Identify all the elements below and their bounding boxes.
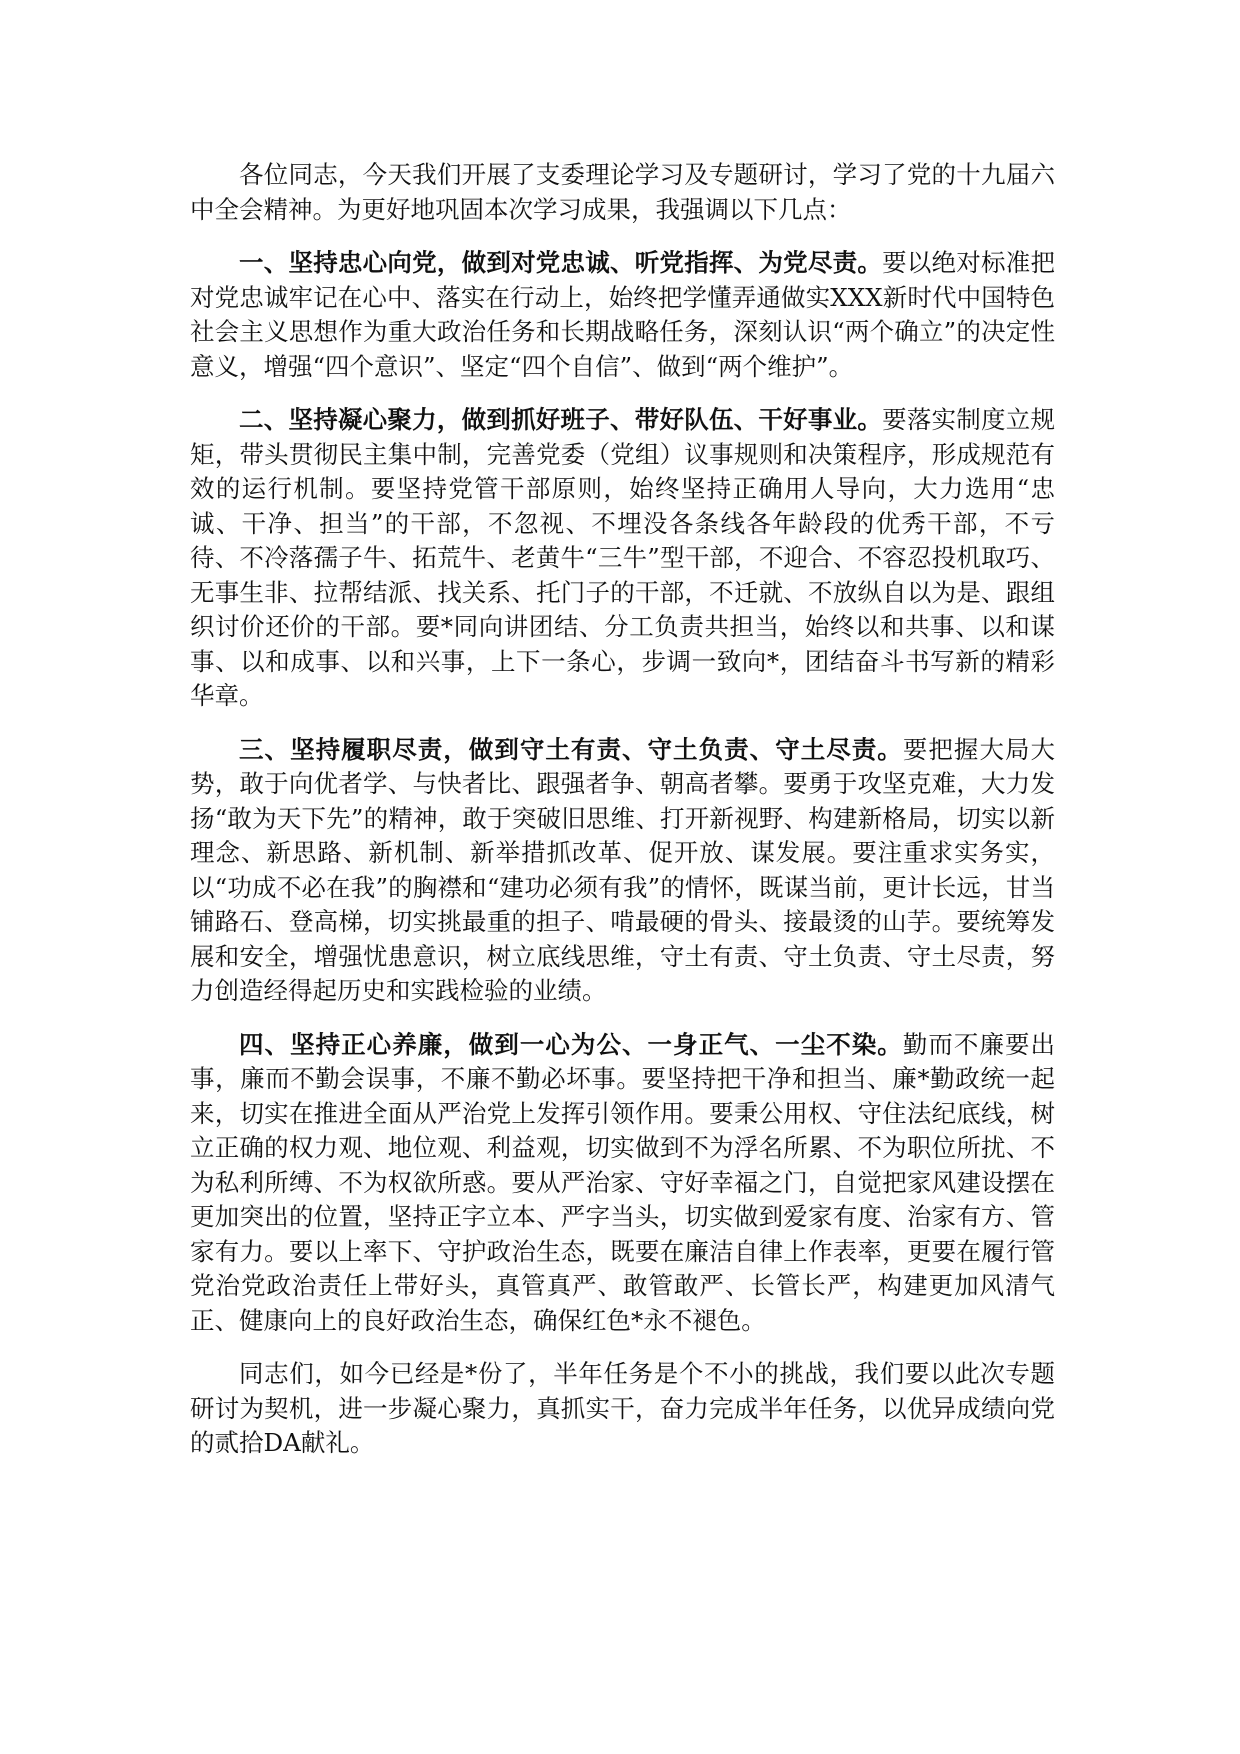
opening-paragraph: 各位同志，今天我们开展了支委理论学习及专题研讨，学习了党的十九届六中全会精神。为更好地巩固本次学习成果，我强调以下几点：	[190, 160, 1055, 224]
point-4-body: 勤而不廉要出事，廉而不勤会误事，不廉不勤必坏事。要坚持把干净和担当、廉*勤政统一起来，切实在推进全面从严治党上发挥引领作用。要秉公用权、守住法纪底线，树立正确的权力观、地位观、利益观，切实做到不为浮名所累、不为职位所扰、不为私利所缚、不为权欲所惑。要从严治家、守好幸福之门，自觉把家风建设摆在更加突出的位置，坚持正字立本、严字当头，切实做到爱家有度、治家有方、管家有力。要以上率下、守护政治生态，既要在廉洁自律上作表率，更要在履行管党治党政治责任上带好头，真管真严、敢管敢严、长管长严，构建更加风清气正、健康向上的良好政治生态，确保红色*永不褪色。	[190, 1029, 1056, 1335]
closing-paragraph: 同志们，如今已经是*份了，半年任务是个不小的挑战，我们要以此次专题研讨为契机，进一步凝心聚力，真抓实干，奋力完成半年任务，以优异成绩向党的贰拾DA献礼。	[190, 1359, 1055, 1457]
point-1-body: 要以绝对标准把对党忠诚牢记在心中、落实在行动上，始终把学懂弄通做实XXX新时代中国特色社会主义思想作为重大政治任务和长期战略任务，深刻认识“两个确立”的决定性意义，增强“四个意识”、坚定“四个自信”、做到“两个维护”。	[190, 248, 1055, 381]
point-2-paragraph	[190, 403, 1055, 714]
point-3-paragraph	[190, 733, 1055, 1009]
point-2-body: 要落实制度立规矩，带头贯彻民主集中制，完善党委（党组）议事规则和决策程序，形成规范有效的运行机制。要坚持党管干部原则，始终坚持正确用人导向，大力选用“忠诚、干净、担当”的干部，不忽视、不埋没各条线各年龄段的优秀干部，不亏待、不冷落孺子牛、拓荒牛、老黄牛“三牛”型干部，不迎合、不容忍投机取巧、无事生非、拉帮结派、找关系、托门子的干部，不迁就、不放纵自以为是、跟组织讨价还价的干部。要*同向讲团结、分工负责共担当，始终以和共事、以和谋事、以和成事、以和兴事，上下一条心，步调一致向*，团结奋斗书写新的精彩华章。	[190, 405, 1055, 710]
point-3-heading: 三、坚持履职尽责，做到守土有责、守土负责、守土尽责。	[239, 734, 903, 764]
document-body	[190, 158, 1055, 1480]
point-4-paragraph	[190, 1028, 1055, 1339]
point-1-heading: 一、坚持忠心向党，做到对党忠诚、听党指挥、为党尽责。	[239, 248, 883, 277]
point-3-body: 要把握大局大势，敢于向优者学、与快者比、跟强者争、朝高者攀。要勇于攻坚克难，大力发扬“敢为天下先”的精神，敢于突破旧思维、打开新视野、构建新格局，切实以新理念、新思路、新机制、新举措抓改革、促开放、谋发展。要注重求实务实，以“功成不必在我”的胸襟和“建功必须有我”的情怀，既谋当前，更计长远，甘当铺路石、登高梯，切实挑最重的担子、啃最硬的骨头、接最烫的山芋。要统筹发展和安全，增强忧患意识，树立底线思维，守土有责、守土负责、守土尽责，努力创造经得起历史和实践检验的业绩。	[190, 734, 1056, 1005]
point-4-heading: 四、坚持正心养廉，做到一心为公、一身正气、一尘不染。	[239, 1029, 903, 1059]
point-1-paragraph	[190, 246, 1055, 384]
point-2-heading: 二、坚持凝心聚力，做到抓好班子、带好队伍、干好事业。	[239, 405, 883, 434]
